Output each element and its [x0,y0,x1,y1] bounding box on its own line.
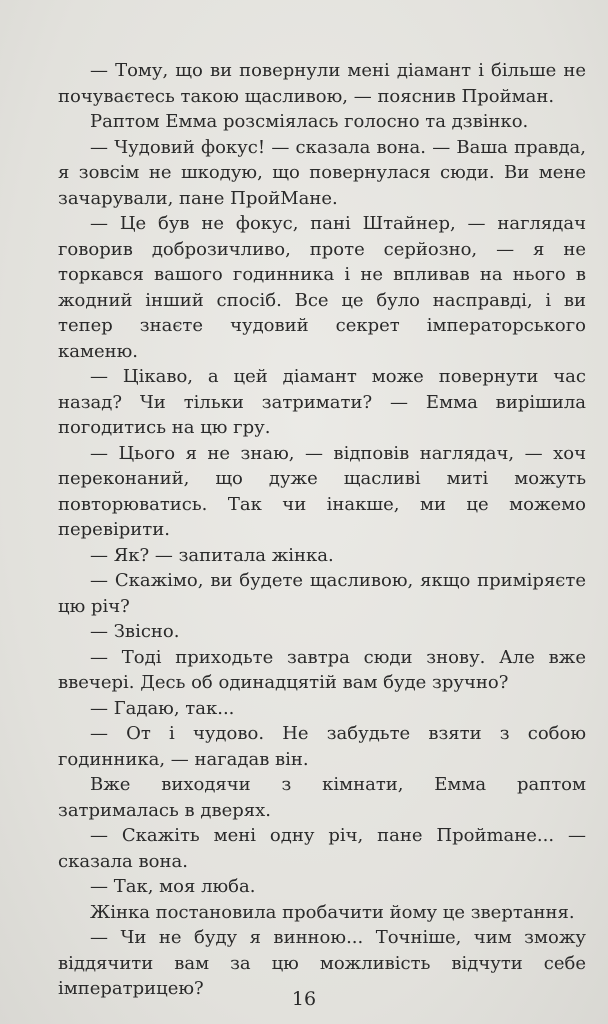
paragraph: — Як? — запитала жінка. [90,544,334,566]
paragraph: Жінка постановила пробачити йому це звертання. [90,901,575,923]
paragraph: — Скажіть мені одну річ, пане Пройmане... — сказала вона. [58,825,586,872]
paragraph: Раптом Емма розсміялась голосно та дзвінко. [90,111,529,132]
body-text [58,58,586,1002]
paragraph: — Цього я не знаю, — відповів наглядач, — хоч переконаний, що дуже щасливі миті можуть повторюватись. Так чи інакше, ми це можемо перевірити. [58,442,586,540]
paragraph: — Це був не фокус, пані Штайнер, — наглядач говорив доброзичливо, проте серйозно, — я не торкався вашого годинника і не впливав на нього в жодний інший спосіб. Все це було насправді, і ви тепер знаєте чудовий секрет імператорського каменю. [58,213,586,362]
paragraph: — Звісно. [90,621,180,642]
paragraph: — Скажімо, ви будете щасливою, якщо приміряєте цю річ? [58,570,586,617]
paragraph: — Тоді приходьте завтра сюди знову. Але вже ввечері. Десь об одинадцятій вам буде зручно? [58,646,586,693]
paragraph: — Чудовий фокус! — сказала вона. — Ваша правда, я зовсім не шкодую, що повернулася сюди. Ви мене зачарували, пане ПройМане. [58,136,586,209]
paragraph: — Гадаю, так... [90,697,235,719]
paragraph: — Цікаво, а цей діамант може повернути час назад? Чи тільки затримати? — Емма вирішила погодитись на цю гру. [58,366,586,438]
page-number: 16 [291,988,317,1010]
paragraph: — От і чудово. Не забудьте взяти з собою годинника, — нагадав він. [58,723,586,770]
paragraph: — Так, моя люба. [90,876,256,897]
paragraph: Вже виходячи з кімнати, Емма раптом затрималась в дверях. [58,774,586,821]
paragraph: — Тому, що ви повернули мені діамант і більше не почуваєтесь такою щасливою, — пояснив Пройман. [58,60,586,107]
paragraph: — Чи не буду я винною... Точніше, чим зможу віддячити вам за цю можливість відчути себе імператрицею? [58,927,586,999]
